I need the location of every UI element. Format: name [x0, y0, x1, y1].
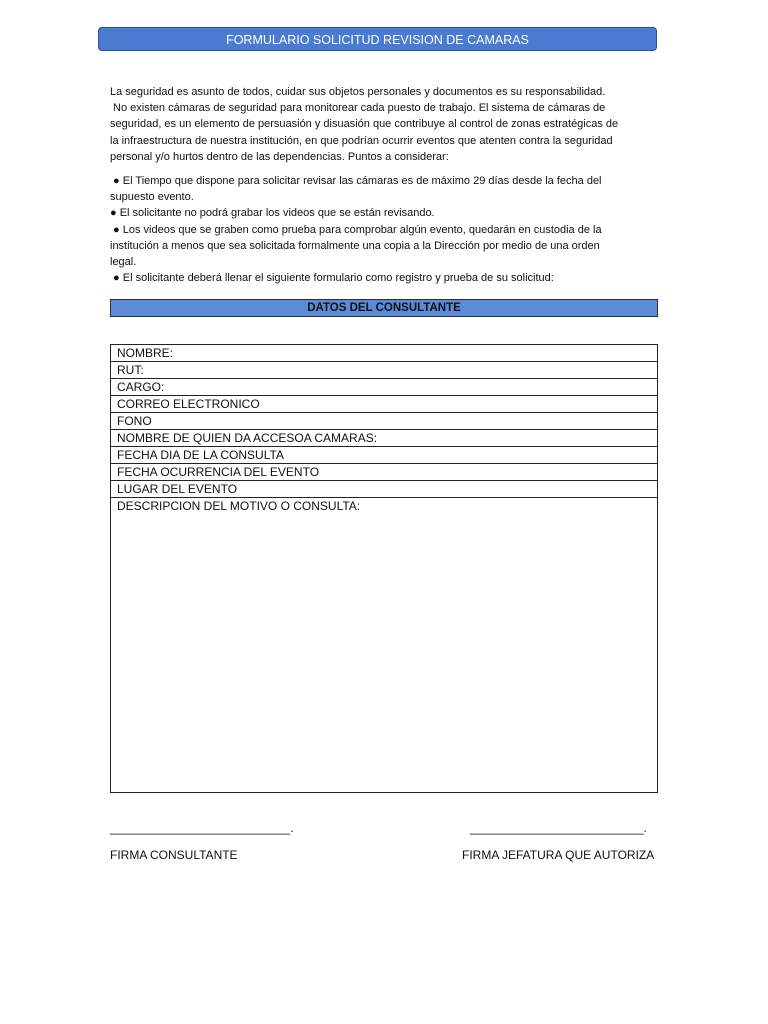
intro-line: personal y/o hurtos dentro de las dependencias. Puntos a considerar:: [110, 150, 449, 163]
signature-label-authority: FIRMA JEFATURA QUE AUTORIZA: [462, 848, 655, 862]
signature-line-authority: __________________________.: [470, 821, 647, 835]
bullet-line: ● El solicitante no podrá grabar los videos que se están revisando.: [110, 207, 435, 220]
field-fono[interactable]: FONO: [111, 413, 657, 430]
bullet-line: legal.: [110, 256, 137, 269]
field-fecha-evento[interactable]: FECHA OCURRENCIA DEL EVENTO: [111, 464, 657, 481]
field-correo[interactable]: CORREO ELECTRONICO: [111, 396, 657, 413]
bullet-line: supuesto evento.: [110, 191, 194, 204]
consultant-form: [110, 344, 658, 793]
intro-text: [110, 84, 658, 286]
field-nombre[interactable]: NOMBRE:: [111, 345, 657, 362]
field-cargo[interactable]: CARGO:: [111, 379, 657, 396]
bullet-line: ● Los videos que se graben como prueba para comprobar algún evento, quedarán en custodia de la: [110, 223, 602, 236]
signature-label-consultant: FIRMA CONSULTANTE: [110, 848, 238, 862]
intro-line: seguridad, es un elemento de persuasión y disuasión que contribuye al control de zonas estratégicas de: [110, 118, 619, 131]
field-lugar-evento[interactable]: LUGAR DEL EVENTO: [111, 481, 657, 498]
form-title: FORMULARIO SOLICITUD REVISION DE CAMARAS: [98, 27, 657, 51]
bullet-line: ● El Tiempo que dispone para solicitar revisar las cámaras es de máximo 29 días desde la fecha del: [110, 175, 602, 188]
bullet-line: ● El solicitante deberá llenar el siguiente formulario como registro y prueba de su solicitud:: [110, 272, 554, 285]
intro-line: No existen cámaras de seguridad para monitorear cada puesto de trabajo. El sistema de cámaras de: [110, 102, 606, 115]
section-title: DATOS DEL CONSULTANTE: [110, 299, 658, 317]
field-rut[interactable]: RUT:: [111, 362, 657, 379]
field-descripcion[interactable]: DESCRIPCION DEL MOTIVO O CONSULTA:: [117, 499, 361, 513]
field-acceso-camaras[interactable]: NOMBRE DE QUIEN DA ACCESOA CAMARAS:: [111, 430, 657, 447]
field-fecha-consulta[interactable]: FECHA DIA DE LA CONSULTA: [111, 447, 657, 464]
intro-line: La seguridad es asunto de todos, cuidar sus objetos personales y documentos es su responsabilidad.: [110, 86, 606, 98]
intro-line: la infraestructura de nuestra institución, en que podrían ocurrir eventos que atenten contra la seguridad: [110, 134, 613, 147]
bullet-line: institución a menos que sea solicitada formalmente una copia a la Dirección por medio de una orden: [110, 239, 600, 252]
signature-line-consultant: ___________________________.: [110, 821, 294, 835]
